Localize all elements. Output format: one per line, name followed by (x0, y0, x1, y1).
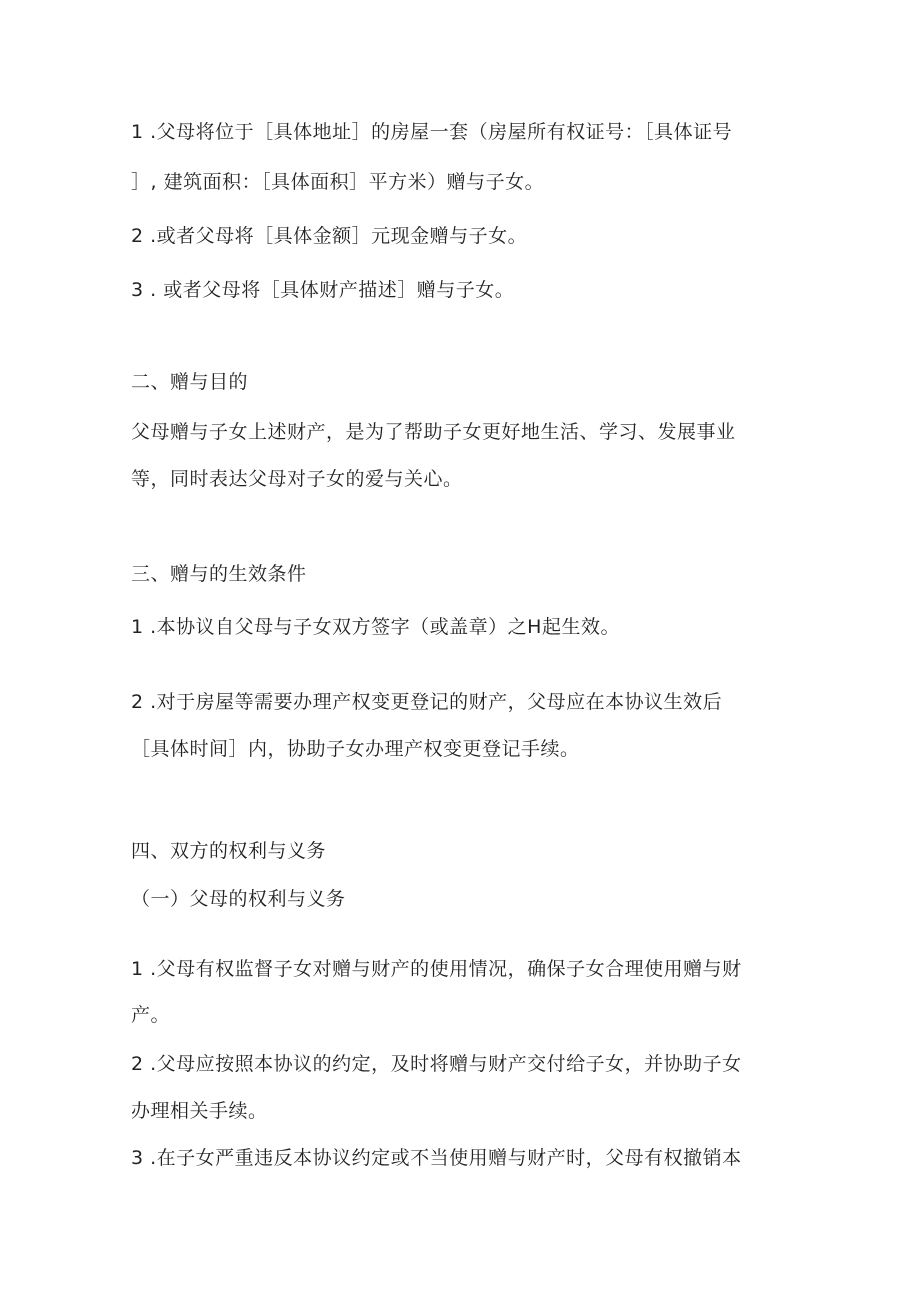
parents-item-1-line-1: 1 .父母有权监督子女对赠与财产的使用情况，确保子女合理使用赠与财 (131, 958, 742, 980)
property-item-2: 2 .或者父母将［具体金额］元现金赠与子女。 (131, 225, 528, 247)
subsection-heading-parents: （一）父母的权利与义务 (131, 888, 346, 910)
parents-item-1-line-2: 产。 (131, 1004, 171, 1026)
property-item-1-line-1: 1 .父母将位于［具体地址］的房屋一套（房屋所有权证号：［具体证号 (131, 121, 733, 143)
parents-item-2-line-1: 2 .父母应按照本协议的约定，及时将赠与财产交付给子女，并协助子女 (131, 1053, 742, 1075)
section-heading-effective-conditions: 三、赠与的生效条件 (131, 563, 307, 585)
section-heading-purpose: 二、赠与目的 (131, 371, 249, 393)
effective-item-2-line-1: 2 .对于房屋等需要办理产权变更登记的财产，父母应在本协议生效后 (131, 691, 723, 713)
parents-item-2-line-2: 办理相关手续。 (131, 1100, 268, 1122)
effective-item-1: 1 .本协议自父母与子女双方签字（或盖章）之H起生效。 (131, 616, 620, 638)
purpose-paragraph-line-1: 父母赠与子女上述财产，是为了帮助子女更好地生活、学习、发展事业 (131, 421, 736, 443)
purpose-paragraph-line-2: 等，同时表达父母对子女的爱与关心。 (131, 468, 463, 490)
property-item-1-line-2: ］, 建筑面积：［具体面积］平方米）赠与子女。 (131, 171, 545, 193)
effective-item-2-line-2: ［具体时间］内，协助子女办理产权变更登记手续。 (131, 738, 580, 760)
section-heading-rights-obligations: 四、双方的权利与义务 (131, 840, 327, 862)
property-item-3: 3 . 或者父母将［具体财产描述］赠与子女。 (131, 279, 515, 301)
parents-item-3-line-1: 3 .在子女严重违反本协议约定或不当使用赠与财产时，父母有权撤销本 (131, 1147, 742, 1169)
